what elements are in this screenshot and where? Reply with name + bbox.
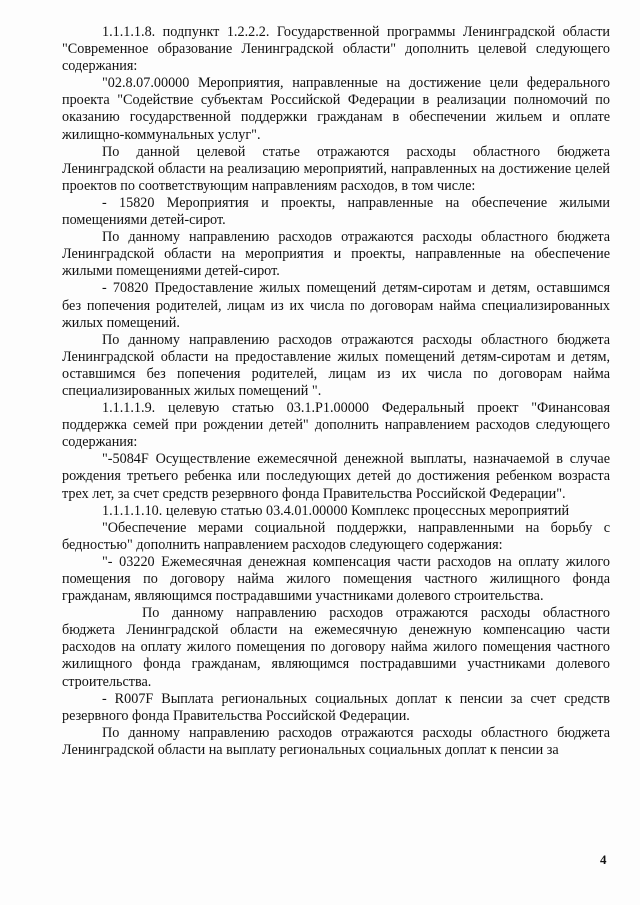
paragraph-target-article-description: По данной целевой статье отражаются расходы областного бюджета Ленинградской области на реализацию мероприятий, направленных на достижение целей проектов по соответствующим направлениям расходов, в том числе:: [62, 143, 610, 194]
paragraph-direction-r007f: - R007F Выплата региональных социальных доплат к пенсии за счет средств резервного фонда Правительства Российской Федерации.: [62, 690, 610, 724]
paragraph-direction-03220-description: По данному направлению расходов отражаются расходы областного бюджета Ленинградской области на ежемесячную денежную компенсацию части расходов на оплату жилого помещения по договору найма жилого помещения частного жилищного фонда гражданам, являющимся пострадавшими участниками долевого строительства.: [62, 605, 610, 690]
page-number: 4: [600, 852, 607, 867]
paragraph-1-1-1-1-10: 1.1.1.1.10. целевую статью 03.4.01.00000 Комплекс процессных мероприятий: [102, 502, 570, 519]
paragraph-direction-70820: - 70820 Предоставление жилых помещений детям-сиротам и детям, оставшимся без попечения родителей, лицам из их числа по договорам найма специализированных жилых помещений.: [62, 280, 610, 331]
paragraph-direction-5084f: "-5084F Осуществление ежемесячной денежной выплаты, назначаемой в случае рождения третьего ребенка или последующих детей до достижения ребенком возраста трех лет, за счет средств резервного фонда Правительства Российской Федерации".: [62, 451, 610, 502]
paragraph-1-1-1-1-8: 1.1.1.1.8. подпункт 1.2.2.2. Государственной программы Ленинградской области "Современное образование Ленинградской области" дополнить целевой следующего содержания:: [62, 24, 610, 75]
document-body: [62, 24, 610, 759]
paragraph-1-1-1-1-9: 1.1.1.1.9. целевую статью 03.1.Р1.00000 Федеральный проект "Финансовая поддержка семей при рождении детей" дополнить направлением расходов следующего содержания:: [62, 400, 610, 451]
paragraph-direction-03220: "- 03220 Ежемесячная денежная компенсация части расходов на оплату жилого помещения по договору найма жилого помещения частного жилищного фонда гражданам, являющимся пострадавшими участниками долевого строительства.: [62, 553, 610, 605]
paragraph-direction-70820-description: По данному направлению расходов отражаются расходы областного бюджета Ленинградской области на предоставление жилых помещений детям-сиротам и детям, оставшимся без попечения родителей, лицам из их числа по договорам найма специализированных жилых помещений ".: [62, 331, 610, 399]
paragraph-target-article-02-8-07: "02.8.07.00000 Мероприятия, направленные на достижение цели федерального проекта "Содействие субъектам Российской Федерации в реализации полномочий по оказанию государственной поддержки гражданам в обеспечении жильем и оплате жилищно-коммунальных услуг".: [62, 75, 610, 143]
paragraph-social-support-measures: "Обеспечение мерами социальной поддержки, направленными на борьбу с бедностью" дополнить направлением расходов следующего содержания:: [62, 519, 610, 553]
paragraph-direction-r007f-description: По данному направлению расходов отражаются расходы областного бюджета Ленинградской области на выплату региональных социальных доплат к пенсии за: [62, 724, 610, 758]
paragraph-direction-15820: - 15820 Мероприятия и проекты, направленные на обеспечение жилыми помещениями детей-сирот.: [62, 194, 610, 229]
paragraph-direction-15820-description: По данному направлению расходов отражаются расходы областного бюджета Ленинградской области на мероприятия и проекты, направленные на обеспечение жилыми помещениями детей-сирот.: [62, 229, 610, 280]
